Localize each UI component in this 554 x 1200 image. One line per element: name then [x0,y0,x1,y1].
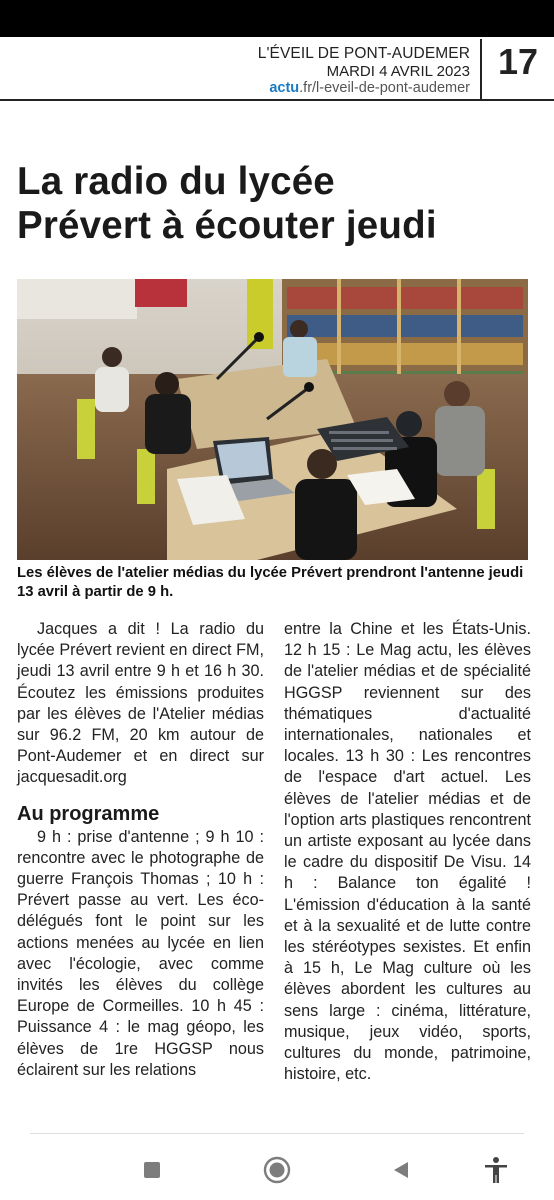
article-column-left [17,619,264,1081]
status-bar [0,0,554,37]
masthead-rule [0,99,554,101]
page-number: 17 [497,41,539,82]
article-photo [17,279,528,560]
recent-apps-icon [143,1161,161,1179]
page-number-divider [480,39,482,99]
headline-line-2: Prévert à écouter jeudi [17,204,437,247]
recent-apps-button[interactable] [137,1155,167,1185]
back-button[interactable] [386,1155,416,1185]
article-column-right [284,619,531,1085]
accessibility-button[interactable] [481,1155,511,1185]
program-text-left: 9 h : prise d'antenne ; 9 h 10 : rencontre avec le photographe de guerre François Thomas ; 10 h : Prévert passe au vert. Les éco-délégués font le point sur les actions menées au lycée en lien avec l'écologie, avec comme invités les élèves du collège Europe de Cormeilles. 10 h 45 : Puissance 4 : le mag géopo, les élèves de 1re HGGSP nous éclairent sur les relations [17,827,264,1079]
home-button[interactable] [262,1155,292,1185]
back-icon [391,1160,411,1180]
site-brand: actu [269,80,300,96]
program-text-right: entre la Chine et les États-Unis. 12 h 15 : Le Mag actu, les élèves de l'atelier médias et de spécialité HGGSP reviennent sur des thématiques d'actualité internationales, nationales et locales. 13 h 30 : Les rencontres de l'espace d'art actuel. Les élèves de l'atelier médias et de l'option arts plastiques rencontrent un artiste exposant au lycée dans le cadre du dispositif De Visu. 14 h : Balance ton égalité ! L'émission d'éducation à la santé et à la sexualité et de lutte contre les stéréotypes sexistes. Et enfin à 15 h, Le Mag culture où les élèves abordent les cultures au sens large : cinéma, littérature, musique, jeux vidéo, sports, cultures du monde, patrimoine, histoire, etc. [284,620,531,1084]
publication-site[interactable] [269,80,470,96]
article-headline [17,160,547,248]
publication-name: L'ÉVEIL DE PONT-AUDEMER [257,45,470,62]
headline-line-1: La radio du lycée [17,160,335,203]
section-subhead: Au programme [17,802,160,825]
nav-divider [30,1133,524,1134]
photo-caption: Les élèves de l'atelier médias du lycée Prévert prendront l'antenne jeudi 13 avril à partir de 9 h. [17,565,524,600]
home-icon [263,1156,291,1184]
publication-date: MARDI 4 AVRIL 2023 [326,63,470,80]
radio-studio-photo [17,279,528,560]
article-intro: Jacques a dit ! La radio du lycée Prévert revient en direct FM, jeudi 13 avril entre 9 h et 16 h 30. Écoutez les émissions produites par les élèves de l'Atelier médias sur 96.2 FM, 20 km autour de Pont-Audemer et en direct sur jacquesadit.org [17,620,264,787]
android-navigation-bar [0,1133,554,1200]
accessibility-icon [483,1156,509,1184]
masthead [0,37,554,101]
site-path: .fr/l-eveil-de-pont-audemer [299,80,470,96]
